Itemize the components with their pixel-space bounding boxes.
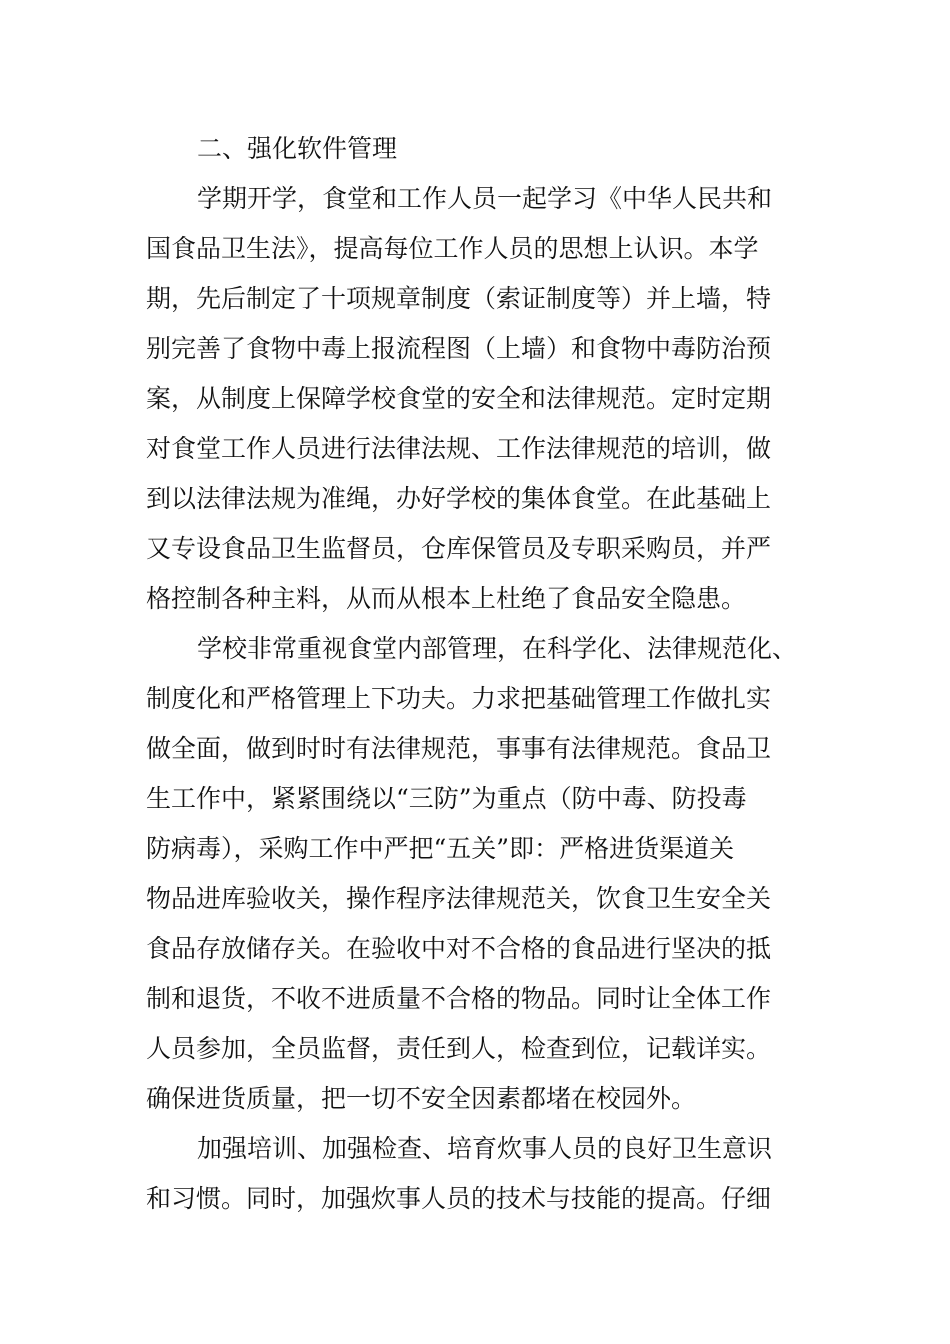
paragraph-2-line-8: 制和退货，不收不进质量不合格的物品。同时让全体工作 (146, 984, 772, 1013)
paragraph-1-line-3: 期，先后制定了十项规章制度（索证制度等）并上墙，特 (146, 284, 772, 313)
section-heading: 二、强化软件管理 (197, 134, 398, 163)
paragraph-3-line-1: 加强培训、加强检查、培育炊事人员的良好卫生意识 (197, 1134, 773, 1163)
paragraph-1-line-5: 案，从制度上保障学校食堂的安全和法律规范。定时定期 (146, 384, 772, 413)
paragraph-1-line-2: 国食品卫生法》，提高每位工作人员的思想上认识。本学 (146, 234, 759, 263)
paragraph-2-line-5: 防病毒），采购工作中严把“五关”即：严格进货渠道关 (146, 834, 735, 863)
paragraph-1-line-8: 又专设食品卫生监督员，仓库保管员及专职采购员，并严 (146, 534, 772, 563)
paragraph-3-line-2: 和习惯。同时，加强炊事人员的技术与技能的提高。仔细 (146, 1184, 772, 1213)
paragraph-2-line-7: 食品存放储存关。在验收中对不合格的食品进行坚决的抵 (146, 934, 772, 963)
paragraph-2-line-3: 做全面，做到时时有法律规范，事事有法律规范。食品卫 (146, 734, 772, 763)
paragraph-2-line-4: 生工作中，紧紧围绕以“三防”为重点（防中毒、防投毒 (146, 784, 747, 813)
paragraph-1-line-1: 学期开学，食堂和工作人员一起学习《中华人民共和 (197, 184, 773, 213)
paragraph-1-line-7: 到以法律法规为准绳，办好学校的集体食堂。在此基础上 (146, 484, 772, 513)
paragraph-2-line-9: 人员参加，全员监督，责任到人，检查到位，记载详实。 (146, 1034, 772, 1063)
paragraph-1-line-4: 别完善了食物中毒上报流程图（上墙）和食物中毒防治预 (146, 334, 772, 363)
paragraph-1-line-6: 对食堂工作人员进行法律法规、工作法律规范的培训，做 (146, 434, 772, 463)
paragraph-1-line-9: 格控制各种主料，从而从根本上杜绝了食品安全隐患。 (146, 584, 747, 613)
paragraph-2-line-10: 确保进货质量，把一切不安全因素都堵在校园外。 (146, 1084, 697, 1113)
paragraph-2-line-2: 制度化和严格管理上下功夫。力求把基础管理工作做扎实 (146, 684, 772, 713)
paragraph-2-line-1: 学校非常重视食堂内部管理，在科学化、法律规范化、 (197, 634, 798, 663)
paragraph-2-line-6: 物品进库验收关，操作程序法律规范关，饮食卫生安全关 (146, 884, 772, 913)
